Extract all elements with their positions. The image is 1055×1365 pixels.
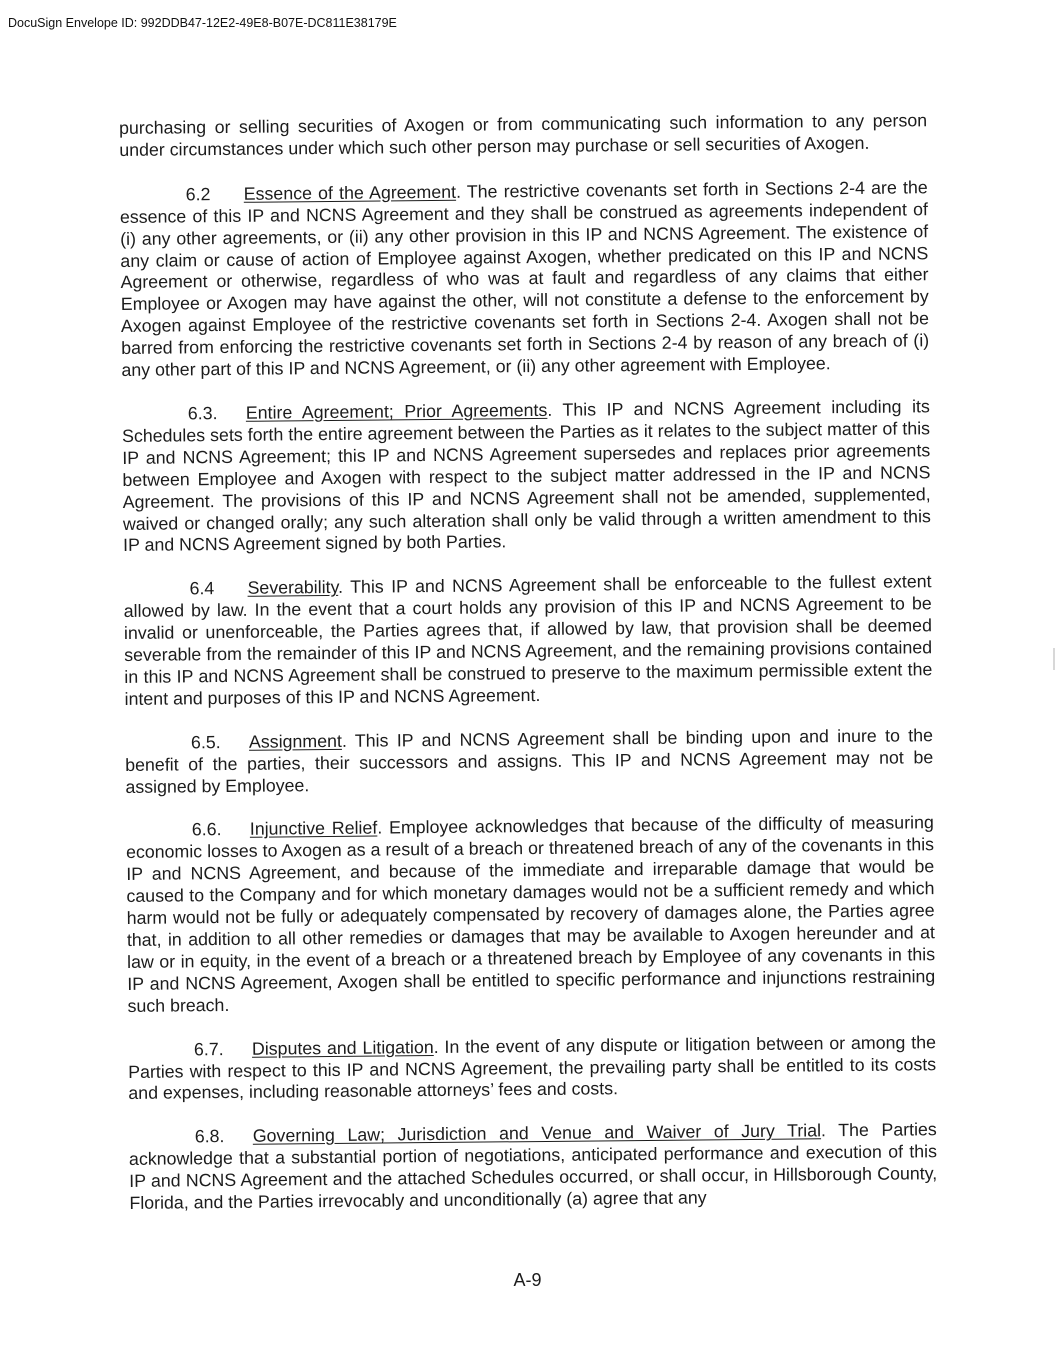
section-6-8 [129,1120,938,1215]
section-heading: Governing Law; Jurisdiction and Venue and Waiver of Jury Trial [252,1120,822,1147]
section-6-7 [128,1032,937,1105]
section-text: . The restrictive covenants set forth in Sections 2-4 are the essence of this IP and NCNS Agreement and they shall be construed as agreements independent of (i) any other agreements, or (ii) any other provision in this IP and NCNS Agreement. The existence of any claim or cause of action of Employee against Axogen, whether predicated on this IP and NCNS Agreement or otherwise, regardless of who was at fault and regardless of any claims that either Employee or Axogen may have against the other, will not constitute a defense to the enforcement by Axogen against Employee of the restrictive covenants set forth in Sections 2-4. Axogen shall not be barred from enforcing the restrictive covenants set forth in Sections 2-4 by reason of any breach of (i) any other part of this IP and NCNS Agreement, or (ii) any other agreement with Employee. [119,177,930,381]
section-6-4 [123,572,932,711]
section-number: 6.6. [191,819,222,840]
section-6-6 [126,813,936,1018]
section-text: . This IP and NCNS Agreement shall be binding upon and inure to the benefit of the parties, their successors and assigns. This IP and NCNS Agreement may not be assigned by Employee. [125,724,934,797]
envelope-id: DocuSign Envelope ID: 992DDB47-12E2-49E8-B07E-DC811E38179E [8,16,397,30]
section-heading: Disputes and Litigation [251,1036,434,1059]
section-text: . Employee acknowledges that because of the difficulty of measuring economic losses to Axogen as a result of a breach or threatened breach of any of the covenants in this IP and NCNS Agreement, and because of the immediate and irreparable damage that would be caused to the Company and for which monetary damages would not be a sufficient remedy and which harm would not be fully or adequately compensated by recovery of damages alone, the Parties agree that, in addition to all other remedies or damages that may be available to Axogen hereunder and at law or in equity, in the event of a breach or a threatened breach by Employee of any covenants in this IP and NCNS Agreement, Axogen shall be entitled to specific performance and injunctions restraining such breach. [125,812,936,1016]
section-text: . This IP and NCNS Agreement including its Schedules sets forth the entire agreement between the Parties as it relates to the subject matter of this IP and NCNS Agreement; this IP and NCNS Agreement supersedes and replaces prior agreements between Employee and Axogen with respect to the subject matter addressed in the IP and NCNS Agreement. The provisions of this IP and NCNS Agreement shall not be amended, supplemented, waived or changed orally; any such alteration shall only be valid through a written amendment to this IP and NCNS Agreement signed by both Parties. [121,396,931,556]
document-body [119,110,938,1237]
section-number: 6.7. [193,1038,224,1059]
section-heading: Severability [247,577,339,599]
section-number: 6.3. [187,403,218,424]
section-heading: Assignment [248,730,342,752]
section-heading: Entire Agreement; Prior Agreements [245,399,548,423]
section-6-3 [122,396,931,557]
section-heading: Essence of the Agreement [243,181,457,204]
intro-paragraph: purchasing or selling securities of Axogen or from communicating such information to any person under circumstances under which such other person may purchase or sell securities of Axogen. [119,110,928,160]
section-heading: Injunctive Relief [249,818,378,840]
section-number: 6.5. [190,731,221,753]
section-6-2 [120,177,930,382]
section-number: 6.2 [185,183,211,205]
section-number: 6.8. [194,1126,225,1147]
section-text: . The Parties acknowledge that a substantial portion of negotiations, anticipated performance and execution of this IP and NCNS Agreement and the attached Schedules occurred, or shall occur, in Hillsborough County, Florida, and the Parties irrevocably and unconditionally (a) agree that any [128,1119,938,1214]
section-text: . In the event of any dispute or litigation between or among the Parties with respect to this IP and NCNS Agreement, the prevailing party shall be entitled to its costs and expenses, including reasonable attorneys’ fees and costs. [128,1031,937,1104]
section-number: 6.4 [189,578,215,599]
page-number: A-9 [513,1270,542,1290]
section-text: . This IP and NCNS Agreement shall be enforceable to the fullest extent allowed by law. In the event that a court holds any provision of this IP and NCNS Agreement to be invalid or unenforceable, the Parties agrees that, if allowed by law, that provision shall be deemed severable from the remainder of this IP and NCNS Agreement, and the remaining provisions contained in this IP and NCNS Agreement shall be construed to preserve to the maximum permissible extent the intent and purposes of this IP and NCNS Agreement. [123,571,933,709]
section-6-5 [125,725,934,798]
